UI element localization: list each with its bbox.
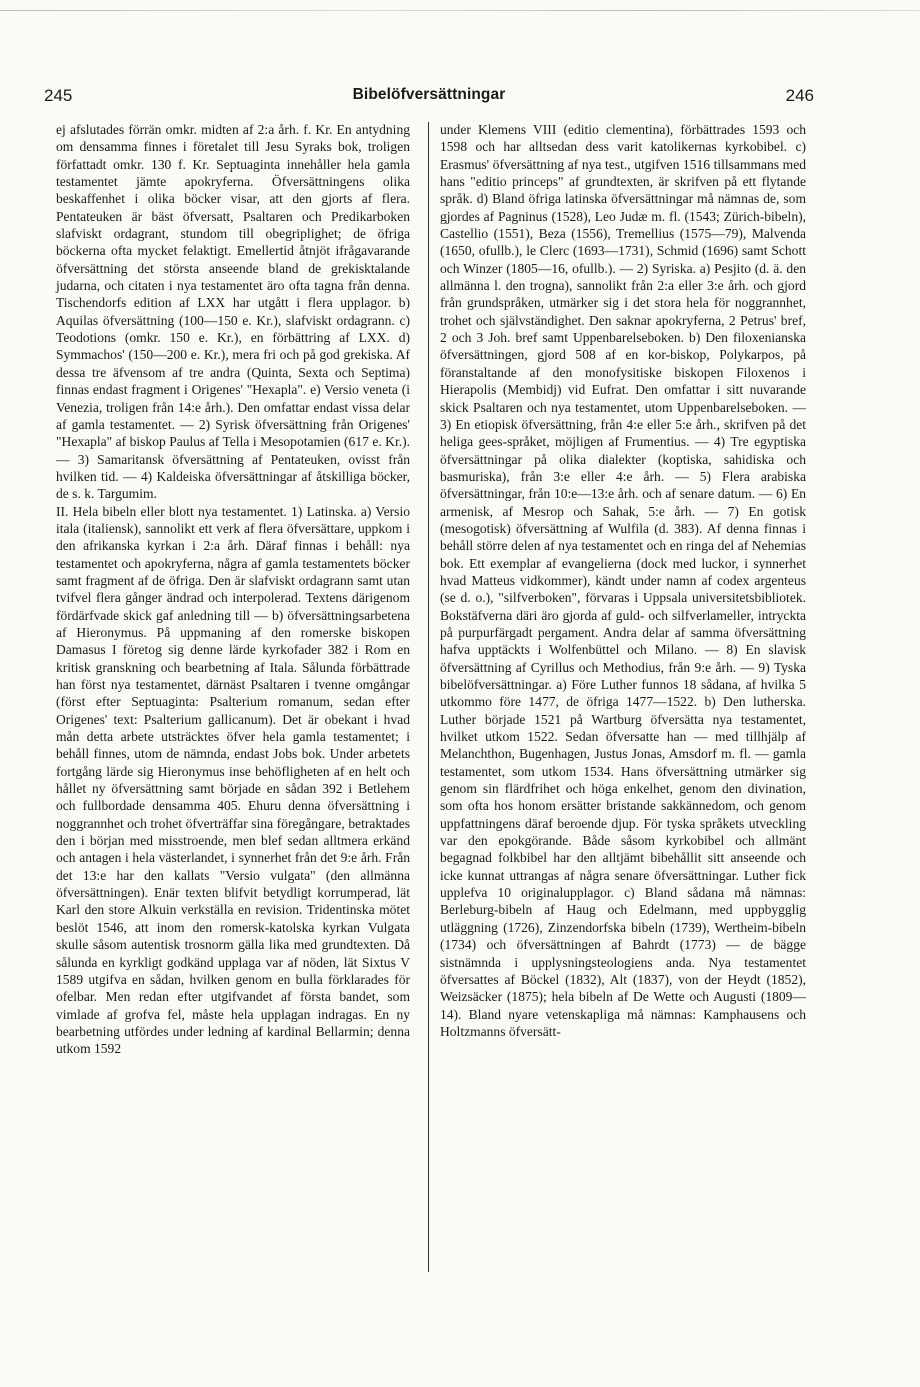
left-paragraph-2: II. Hela bibeln eller blott nya testamentet. 1) Latinska. a) Versio itala (italiensk), sannolikt ett verk af flera öfversättare, uppkom i den afrikanska kyrkan i 2:a årh. Däraf finnas i behåll: nya testamentet och apokryferna, några af gamla testamentets böcker samt fragment af de öfriga. Den är slafviskt ordagrann samt utan tvifvel flera gånger ändrad och interpolerad. Textens därigenom fördärfvade skick gaf anledning till — b) öfversättningsarbetena af Hieronymus. På uppmaning af den romerske biskopen Damasus I företog sig denne lärde kyrkofader 382 i Rom en kritisk granskning och bearbetning af Itala. Sålunda förbättrade han först nya testamentet, därnäst Psaltaren i tvenne omgångar (först efter Septuaginta: Psalterium romanum, sedan efter Origenes' text: Psalterium gallicanum). Det är obekant i hvad mån detta arbete utsträcktes öfver hela gamla testamentet; i behåll finnes, utom de nämnda, endast Jobs bok. Under arbetets fortgång lärde sig Hieronymus inse behöfligheten af en helt och hållet ny öfversättning samt började en sådan 392 i Betlehem och fullbordade densamma 405. Ehuru denna öfversättning i noggrannhet och trohet öfverträffar sina föregångare, betraktades den i början med misstroende, men blef sedan alltmera erkänd och antagen i hela västerlandet, i synnerhet från det 9:e årh. Från det 13:e har den kallats "Versio vulgata" (den allmänna öfversättningen). Enär texten blifvit betydligt korrumperad, lät Karl den store Alkuin verkställa en revision. Tridentinska mötet beslöt 1546, att inom den romersk-katolska kyrkan Vulgata skulle såsom autentisk trosnorm gälla lika med grundtexten. Då sålunda en kyrkligt godkänd upplaga var af nöden, lät Sixtus V 1589 utgifva en sådan, hvilken genom en bulla förklarades för ofelbar. Men redan efter utgifvandet af första bandet, som vimlade af grofva fel, måste hela upplagan indragas. En ny bearbetning utfördes under ledning af kardinal Bellarmin; denna utkom 1592 xyxy=(56,503,410,1057)
right-paragraph-1: under Klemens VIII (editio clementina), förbättrades 1593 och 1598 och har alltsedan dess varit katolikernas kyrkobibel. c) Erasmus' öfversättning af nya test., utgifven 1516 tillsammans med hans "editio princeps" af grundtexten, är skrifven på ett flytande språk. d) Bland öfriga latinska öfversättningar må nämnas de, som gjordes af Pagninus (1528), Leo Judæ m. fl. (1543; Zürich-bibeln), Castellio (1551), Beza (1556), Tremellius (1575—79), Malvenda (1650, ofullb.), le Clerc (1693—1731), Schmid (1696) samt Schott och Winzer (1805—16, ofullb.). — 2) Syriska. a) Pesjito (d. ä. den allmänna l. den trogna), sannolikt från 2:a eller 3:e årh. och gjord från grundspråken, utmärker sig i det stora hela för noggrannhet, trohet och självständighet. Den saknar apokryferna, 2 Petrus' bref, 2 och 3 Joh. bref samt Uppenbarelseboken. b) Den filoxenianska öfversättningen, gjord 508 af en kor-biskop, Polykarpos, på föranstaltande af den monofysitiske biskopen Filoxenos i Hierapolis (Membidj) vid Eufrat. Den omfattar i sitt nuvarande skick Psaltaren och nya testamentet, utom Uppenbarelseboken. — 3) En etiopisk öfversättning, från 4:e eller 5:e årh., skrifven på det heliga gees-språket, möjligen af Frumentius. — 4) Tre egyptiska öfversättningar på olika dialekter (koptiska, sahidiska och basmuriska), från 3:e eller 4:e årh. — 5) Flera arabiska öfversättningar, från 10:e—13:e årh. och af senare datum. — 6) En armenisk, af Mesrop och Sahak, 5:e årh. — 7) En gotisk (mesogotisk) öfversättning af Wulfila (d. 383). Af denna finnas i behåll större delen af nya testamentet och en ringa del af Nehemias bok. Ett exemplar af evangelierna (dock med luckor, i synnerhet hvad Matteus vidkommer), kändt under namn af codex argenteus (se d. o.), "silfverboken", förvaras i Uppsala universitetsbibliotek. Bokstäfverna däri äro gjorda af guld- och silfverlameller, intryckta på purpurfärgadt pergament. Andra delar af samma öfversättning hafva upptäckts i Wolfenbüttel och Milano. — 8) En slavisk öfversättning af Cyrillus och Methodius, från 9:e årh. — 9) Tyska bibelöfversättningar. a) Före Luther funnos 18 sådana, af hvilka 5 utkommo före 1477, de öfriga 1477—1522. b) Den lutherska. Luther började 1521 på Wartburg öfversätta nya testamentet, hvilket utkom 1522. Sedan öfversatte han — med tillhjälp af Melanchthon, Bugenhagen, Justus Jonas, Amsdorf m. fl. — gamla testamentet, som utkom 1534. Hans öfversättning utmärker sig genom sin flärdfrihet och höga enkelhet, genom den divination, som ofta hos honom ersätter bristande sakkännedom, och genom uppfattningens däraf beroende djup. För tyska språkets utveckling var den epokgörande. Både såsom kyrkobibel och allmänt begagnad folkbibel har den alltjämt bibehållit sitt anseende och icke kunnat uttrangas af några senare öfversättningar. Luther fick upplefva 10 originalupplagor. c) Bland sådana må nämnas: Berleburg-bibeln af Haug och Edelmann, med uppbygglig utläggning (1726), Zinzendorfska bibeln (1739), Wertheim-bibeln (1734) och öfversättningen af Bahrdt (1773) — de bägge sistnämnda i upplysningsteologiens anda. Nya testamentet öfversattes af Böckel (1832), Alt (1837), von der Heydt (1852), Weizsäcker (1875); hela bibeln af De Wette och Augusti (1809—14). Bland nyare vetenskapliga må nämnas: Kamphausens och Holtzmanns öfversätt- xyxy=(440,122,806,1039)
page-number-right: 246 xyxy=(785,86,814,105)
top-border-line xyxy=(0,10,920,11)
column-divider xyxy=(428,122,429,1272)
page-number-left: 245 xyxy=(44,86,73,105)
page-header xyxy=(44,86,814,110)
left-column xyxy=(56,121,410,1058)
left-paragraph-1: ej afslutades förrän omkr. midten af 2:a årh. f. Kr. En antydning om densamma finnes i företalet till Jesu Syraks bok, troligen författadt omkr. 130 f. Kr. Septuaginta innehåller hela gamla testamentet jämte apokryferna. Öfversättningens olika beskaffenhet i olika böcker visar, att den gjorts af flera. Pentateuken är bäst öfversatt, Psaltaren och Predikarboken slafviskt ordagrant, stundom till obegriplighet; de öfriga böckerna ofta mycket felaktigt. Emellertid åtnjöt ifrågavarande öfversättning det största anseende bland de grekisktalande judarna, och citaten i nya testamentet äro ofta tagna från denna. Tischendorfs edition af LXX har utgått i flera upplagor. b) Aquilas öfversättning (100—150 e. Kr.), slafviskt ordagrann. c) Teodotions (omkr. 150 e. Kr.), en förbättring af LXX. d) Symmachos' (150—200 e. Kr.), mera fri och på god grekiska. Af dessa tre äfvensom af tre andra (Quinta, Sexta och Septima) finnas endast fragment i Origenes' "Hexapla". e) Versio veneta (i Venezia, troligen från 14:e årh.). Den omfattar endast vissa delar af gamla testamentet. — 2) Syrisk öfversättning från Origenes' "Hexapla" af biskop Paulus af Tella i Mesopotamien (617 e. Kr.). — 3) Samaritansk öfversättning af Pentateuken, ovisst från hvilken tid. — 4) Kaldeiska öfversättningar af åtskilliga böcker, de s. k. Targumim. xyxy=(56,122,410,502)
page-title: Bibelöfversättningar xyxy=(352,86,506,103)
right-column xyxy=(440,121,806,1040)
